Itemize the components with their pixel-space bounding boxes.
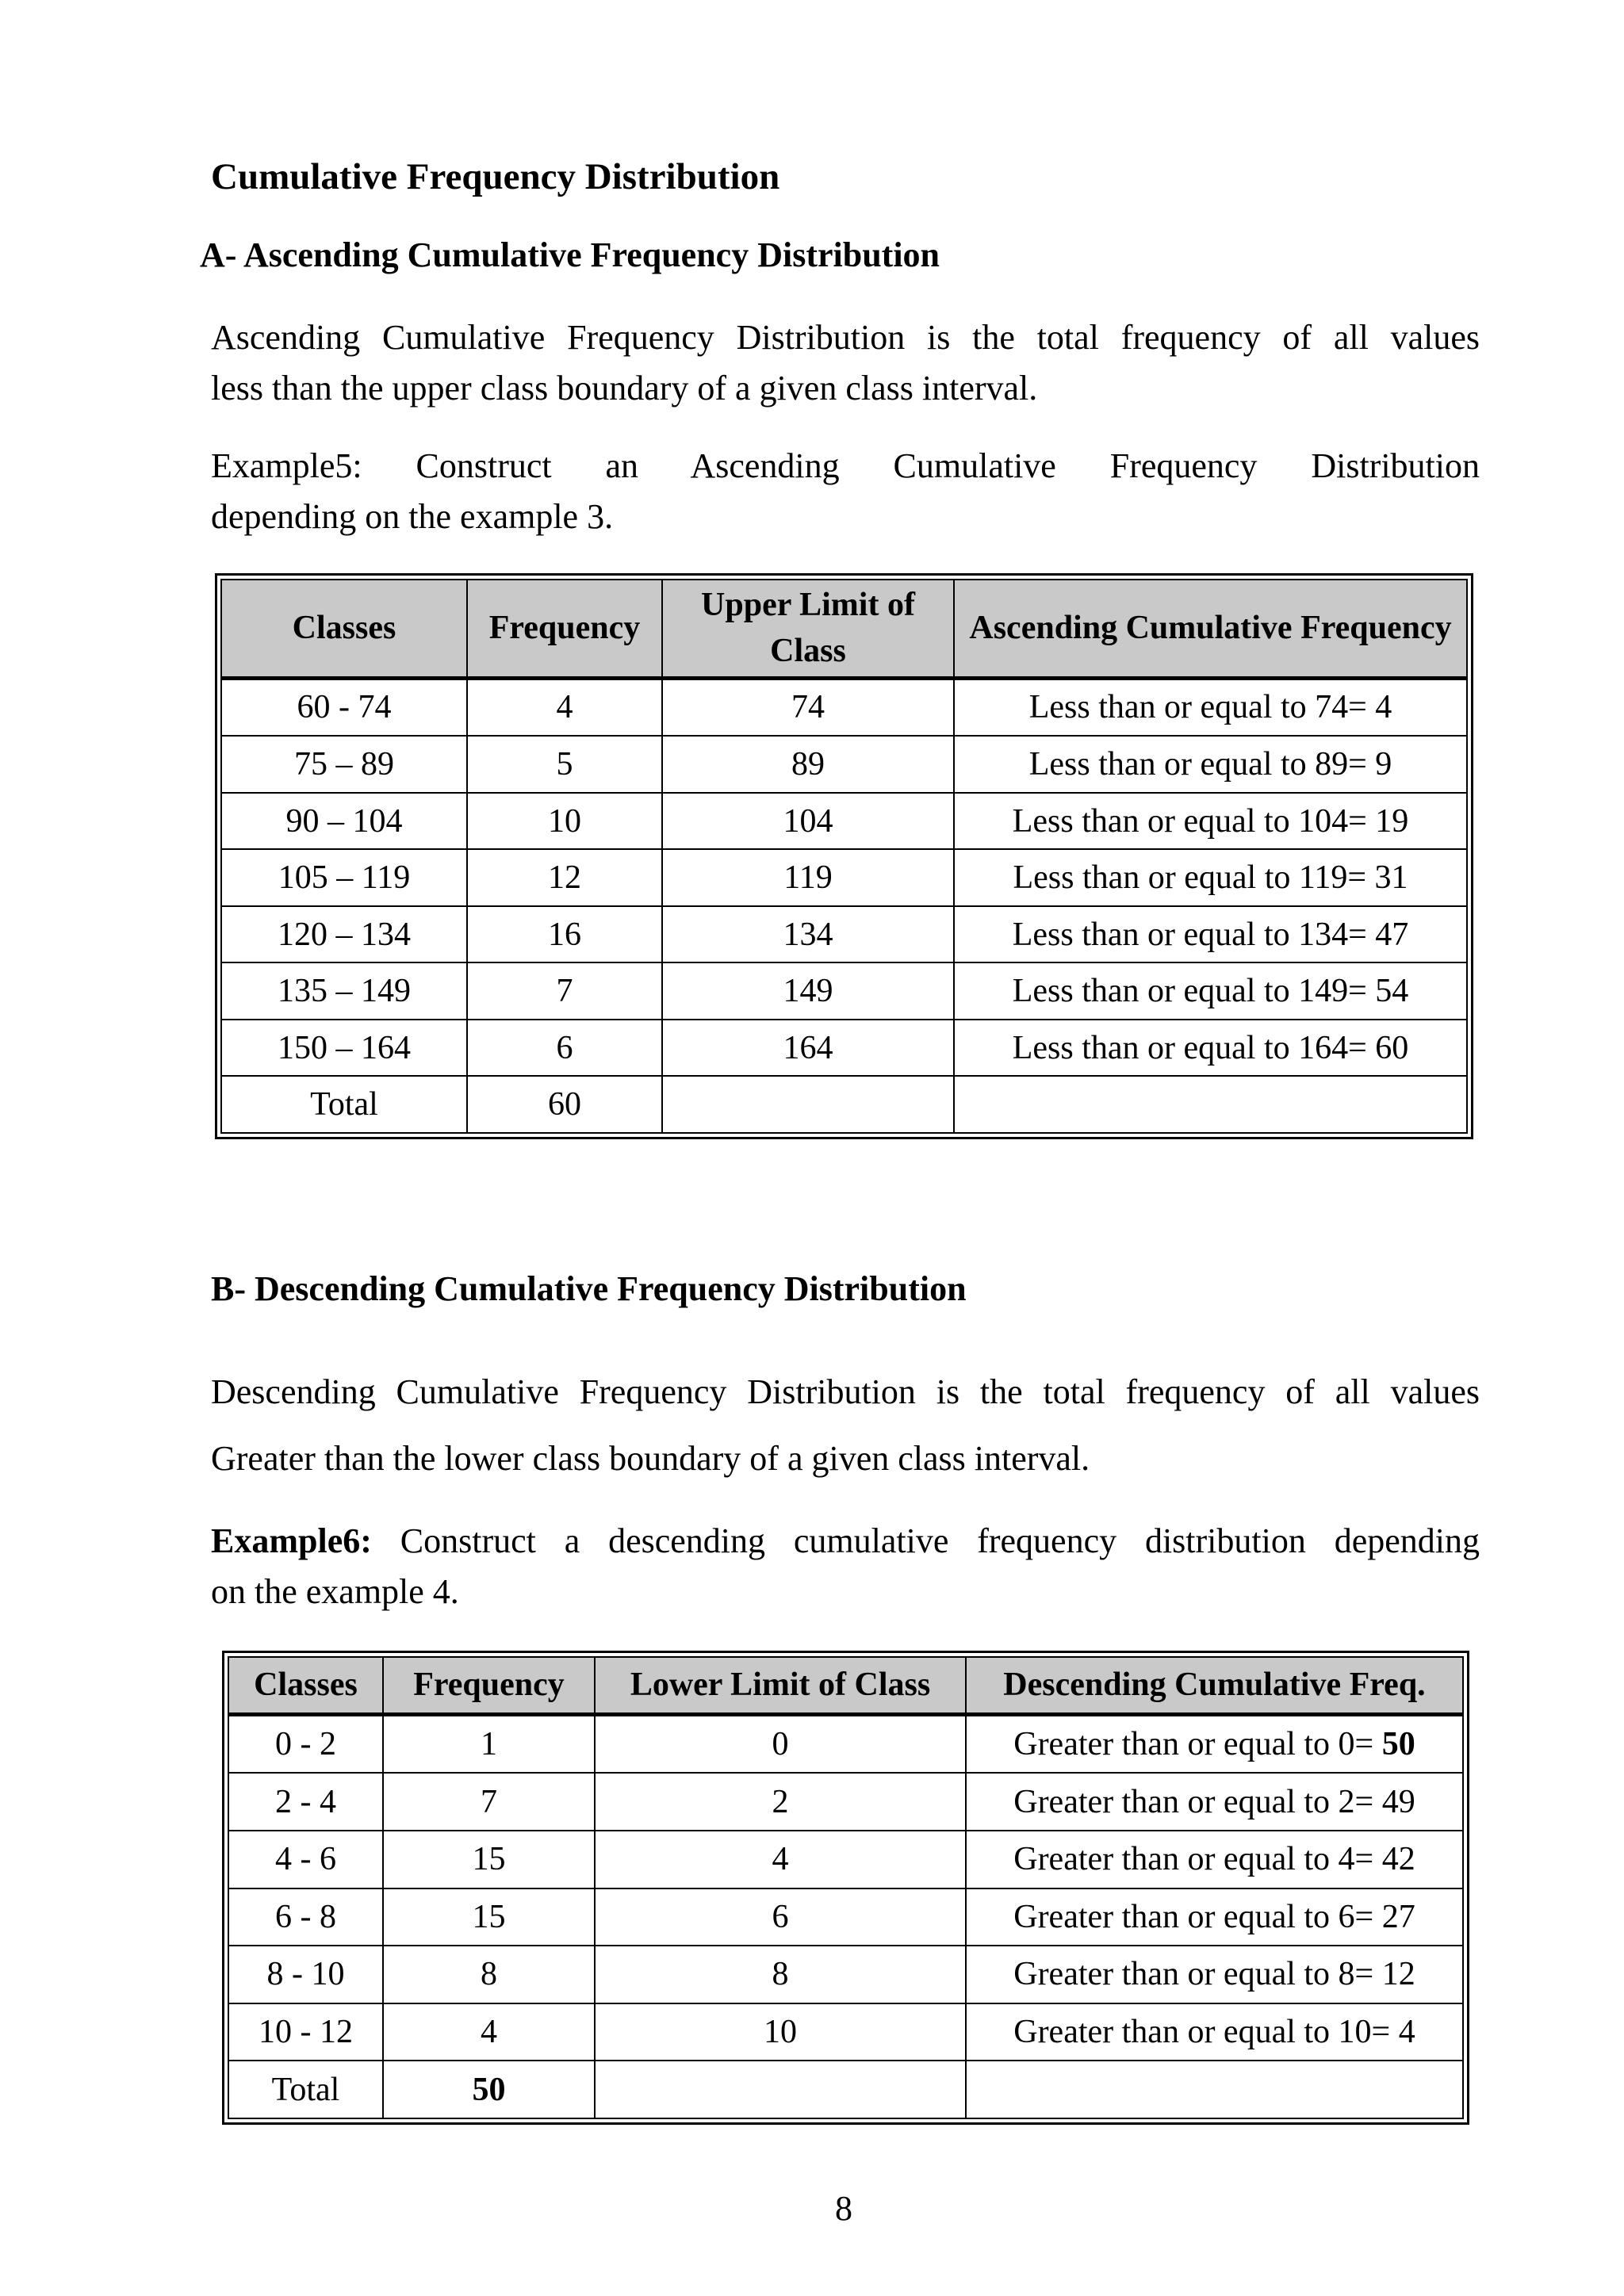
table-cell: Greater than or equal to 10= 4 [966, 2003, 1463, 2061]
header-cell: Ascending Cumulative Frequency [954, 580, 1467, 678]
total-row [228, 2061, 1463, 2118]
table-cell: Less than or equal to 104= 19 [954, 793, 1467, 850]
table-row [228, 1888, 1463, 1946]
example6-line1-text: Construct a descending cumulative frequency distribution depending [371, 1521, 1480, 1560]
total-value: 60 [467, 1076, 662, 1133]
page-number: 8 [835, 2189, 852, 2228]
table-cell: 4 [467, 678, 662, 736]
table-cell: 0 [595, 1714, 966, 1773]
table-cell: 10 - 12 [228, 2003, 383, 2061]
ascending-table [215, 573, 1473, 1139]
table-cell: Less than or equal to 89= 9 [954, 736, 1467, 793]
table-cell: 2 - 4 [228, 1773, 383, 1831]
table-cell: 15 [383, 1888, 595, 1946]
part-b-definition [211, 1359, 1480, 1492]
table-cell: Greater than or equal to 8= 12 [966, 1946, 1463, 2003]
ascending-table-header [221, 580, 1467, 678]
cumulative-text: Greater than or equal to 0= [1013, 1725, 1382, 1762]
table-cell: 6 [595, 1888, 966, 1946]
cumulative-total-bold: 50 [1381, 1725, 1415, 1762]
table-cell: 2 [595, 1773, 966, 1831]
table-cell: 89 [662, 736, 954, 793]
part-a-definition [211, 312, 1480, 414]
header-cell: Frequency [467, 580, 662, 678]
table-cell: 6 - 8 [228, 1888, 383, 1946]
table-row [228, 1773, 1463, 1831]
table-row [228, 1831, 1463, 1888]
table-row [228, 1714, 1463, 1773]
example5-line1: Example5: Construct an Ascending Cumulative Frequency Distribution [211, 446, 1480, 485]
table-cell: 134 [662, 906, 954, 963]
table-row [221, 736, 1467, 793]
table-cell: 4 [383, 2003, 595, 2061]
table-cell: 5 [467, 736, 662, 793]
header-cell: Classes [221, 580, 467, 678]
descending-table [222, 1651, 1469, 2125]
table-row [221, 849, 1467, 906]
part-b-definition-line1: Descending Cumulative Frequency Distribution is the total frequency of all values [211, 1372, 1480, 1411]
table-cell: 8 - 10 [228, 1946, 383, 2003]
table-cell [966, 1714, 1463, 1773]
table-cell: Greater than or equal to 4= 42 [966, 1831, 1463, 1888]
table-cell: 60 - 74 [221, 678, 467, 736]
empty-cell [595, 2061, 966, 2118]
table-cell: 10 [467, 793, 662, 850]
table-cell: 6 [467, 1020, 662, 1077]
table-row [221, 793, 1467, 850]
table-cell: Greater than or equal to 2= 49 [966, 1773, 1463, 1831]
table-cell: 7 [383, 1773, 595, 1831]
table-cell: 12 [467, 849, 662, 906]
table-row [221, 962, 1467, 1020]
table-cell: Less than or equal to 164= 60 [954, 1020, 1467, 1077]
total-label: Total [228, 2061, 383, 2118]
part-a-definition-line2: less than the upper class boundary of a given class interval. [211, 369, 1038, 408]
table-cell: 74 [662, 678, 954, 736]
table-cell: 4 - 6 [228, 1831, 383, 1888]
table-row [221, 906, 1467, 963]
example6-text [211, 1516, 1480, 1617]
table-cell: Less than or equal to 119= 31 [954, 849, 1467, 906]
table-cell: Less than or equal to 134= 47 [954, 906, 1467, 963]
header-cell: Classes [228, 1657, 383, 1714]
total-value: 50 [383, 2061, 595, 2118]
table-cell: 119 [662, 849, 954, 906]
part-a-heading: A- Ascending Cumulative Frequency Distribution [200, 235, 940, 274]
header-cell: Frequency [383, 1657, 595, 1714]
table-cell: 75 – 89 [221, 736, 467, 793]
table-cell: 8 [383, 1946, 595, 2003]
part-a-definition-line1: Ascending Cumulative Frequency Distribution is the total frequency of all values [211, 318, 1480, 357]
table-cell: 10 [595, 2003, 966, 2061]
example6-label: Example6: [211, 1521, 372, 1560]
table-cell: 16 [467, 906, 662, 963]
table-cell: 4 [595, 1831, 966, 1888]
table-cell: 90 – 104 [221, 793, 467, 850]
header-cell: Lower Limit of Class [595, 1657, 966, 1714]
empty-cell [662, 1076, 954, 1133]
table-cell: 7 [467, 962, 662, 1020]
table-cell: Less than or equal to 74= 4 [954, 678, 1467, 736]
section-title: Cumulative Frequency Distribution [211, 156, 780, 197]
total-row [221, 1076, 1467, 1133]
table-cell: 0 - 2 [228, 1714, 383, 1773]
table-row [221, 1020, 1467, 1077]
table-cell: 150 – 164 [221, 1020, 467, 1077]
table-cell: 8 [595, 1946, 966, 2003]
header-cell: Descending Cumulative Freq. [966, 1657, 1463, 1714]
table-cell: Less than or equal to 149= 54 [954, 962, 1467, 1020]
table-row [228, 2003, 1463, 2061]
empty-cell [954, 1076, 1467, 1133]
table-cell: 164 [662, 1020, 954, 1077]
example5-line2: depending on the example 3. [211, 497, 614, 536]
empty-cell [966, 2061, 1463, 2118]
table-cell: 105 – 119 [221, 849, 467, 906]
table-cell: 120 – 134 [221, 906, 467, 963]
table-cell: 135 – 149 [221, 962, 467, 1020]
table-cell: 15 [383, 1831, 595, 1888]
total-label: Total [221, 1076, 467, 1133]
table-cell: 104 [662, 793, 954, 850]
part-b-definition-line2: Greater than the lower class boundary of a given class interval. [211, 1439, 1090, 1478]
descending-table-header [228, 1657, 1463, 1714]
table-cell: 1 [383, 1714, 595, 1773]
table-cell: 149 [662, 962, 954, 1020]
example5-text [211, 441, 1480, 542]
example6-line2: on the example 4. [211, 1572, 459, 1611]
table-row [221, 678, 1467, 736]
example6-line1 [211, 1516, 1480, 1567]
part-b-heading: B- Descending Cumulative Frequency Distribution [211, 1269, 967, 1308]
header-cell: Upper Limit of Class [662, 580, 954, 678]
table-row [228, 1946, 1463, 2003]
table-cell: Greater than or equal to 6= 27 [966, 1888, 1463, 1946]
